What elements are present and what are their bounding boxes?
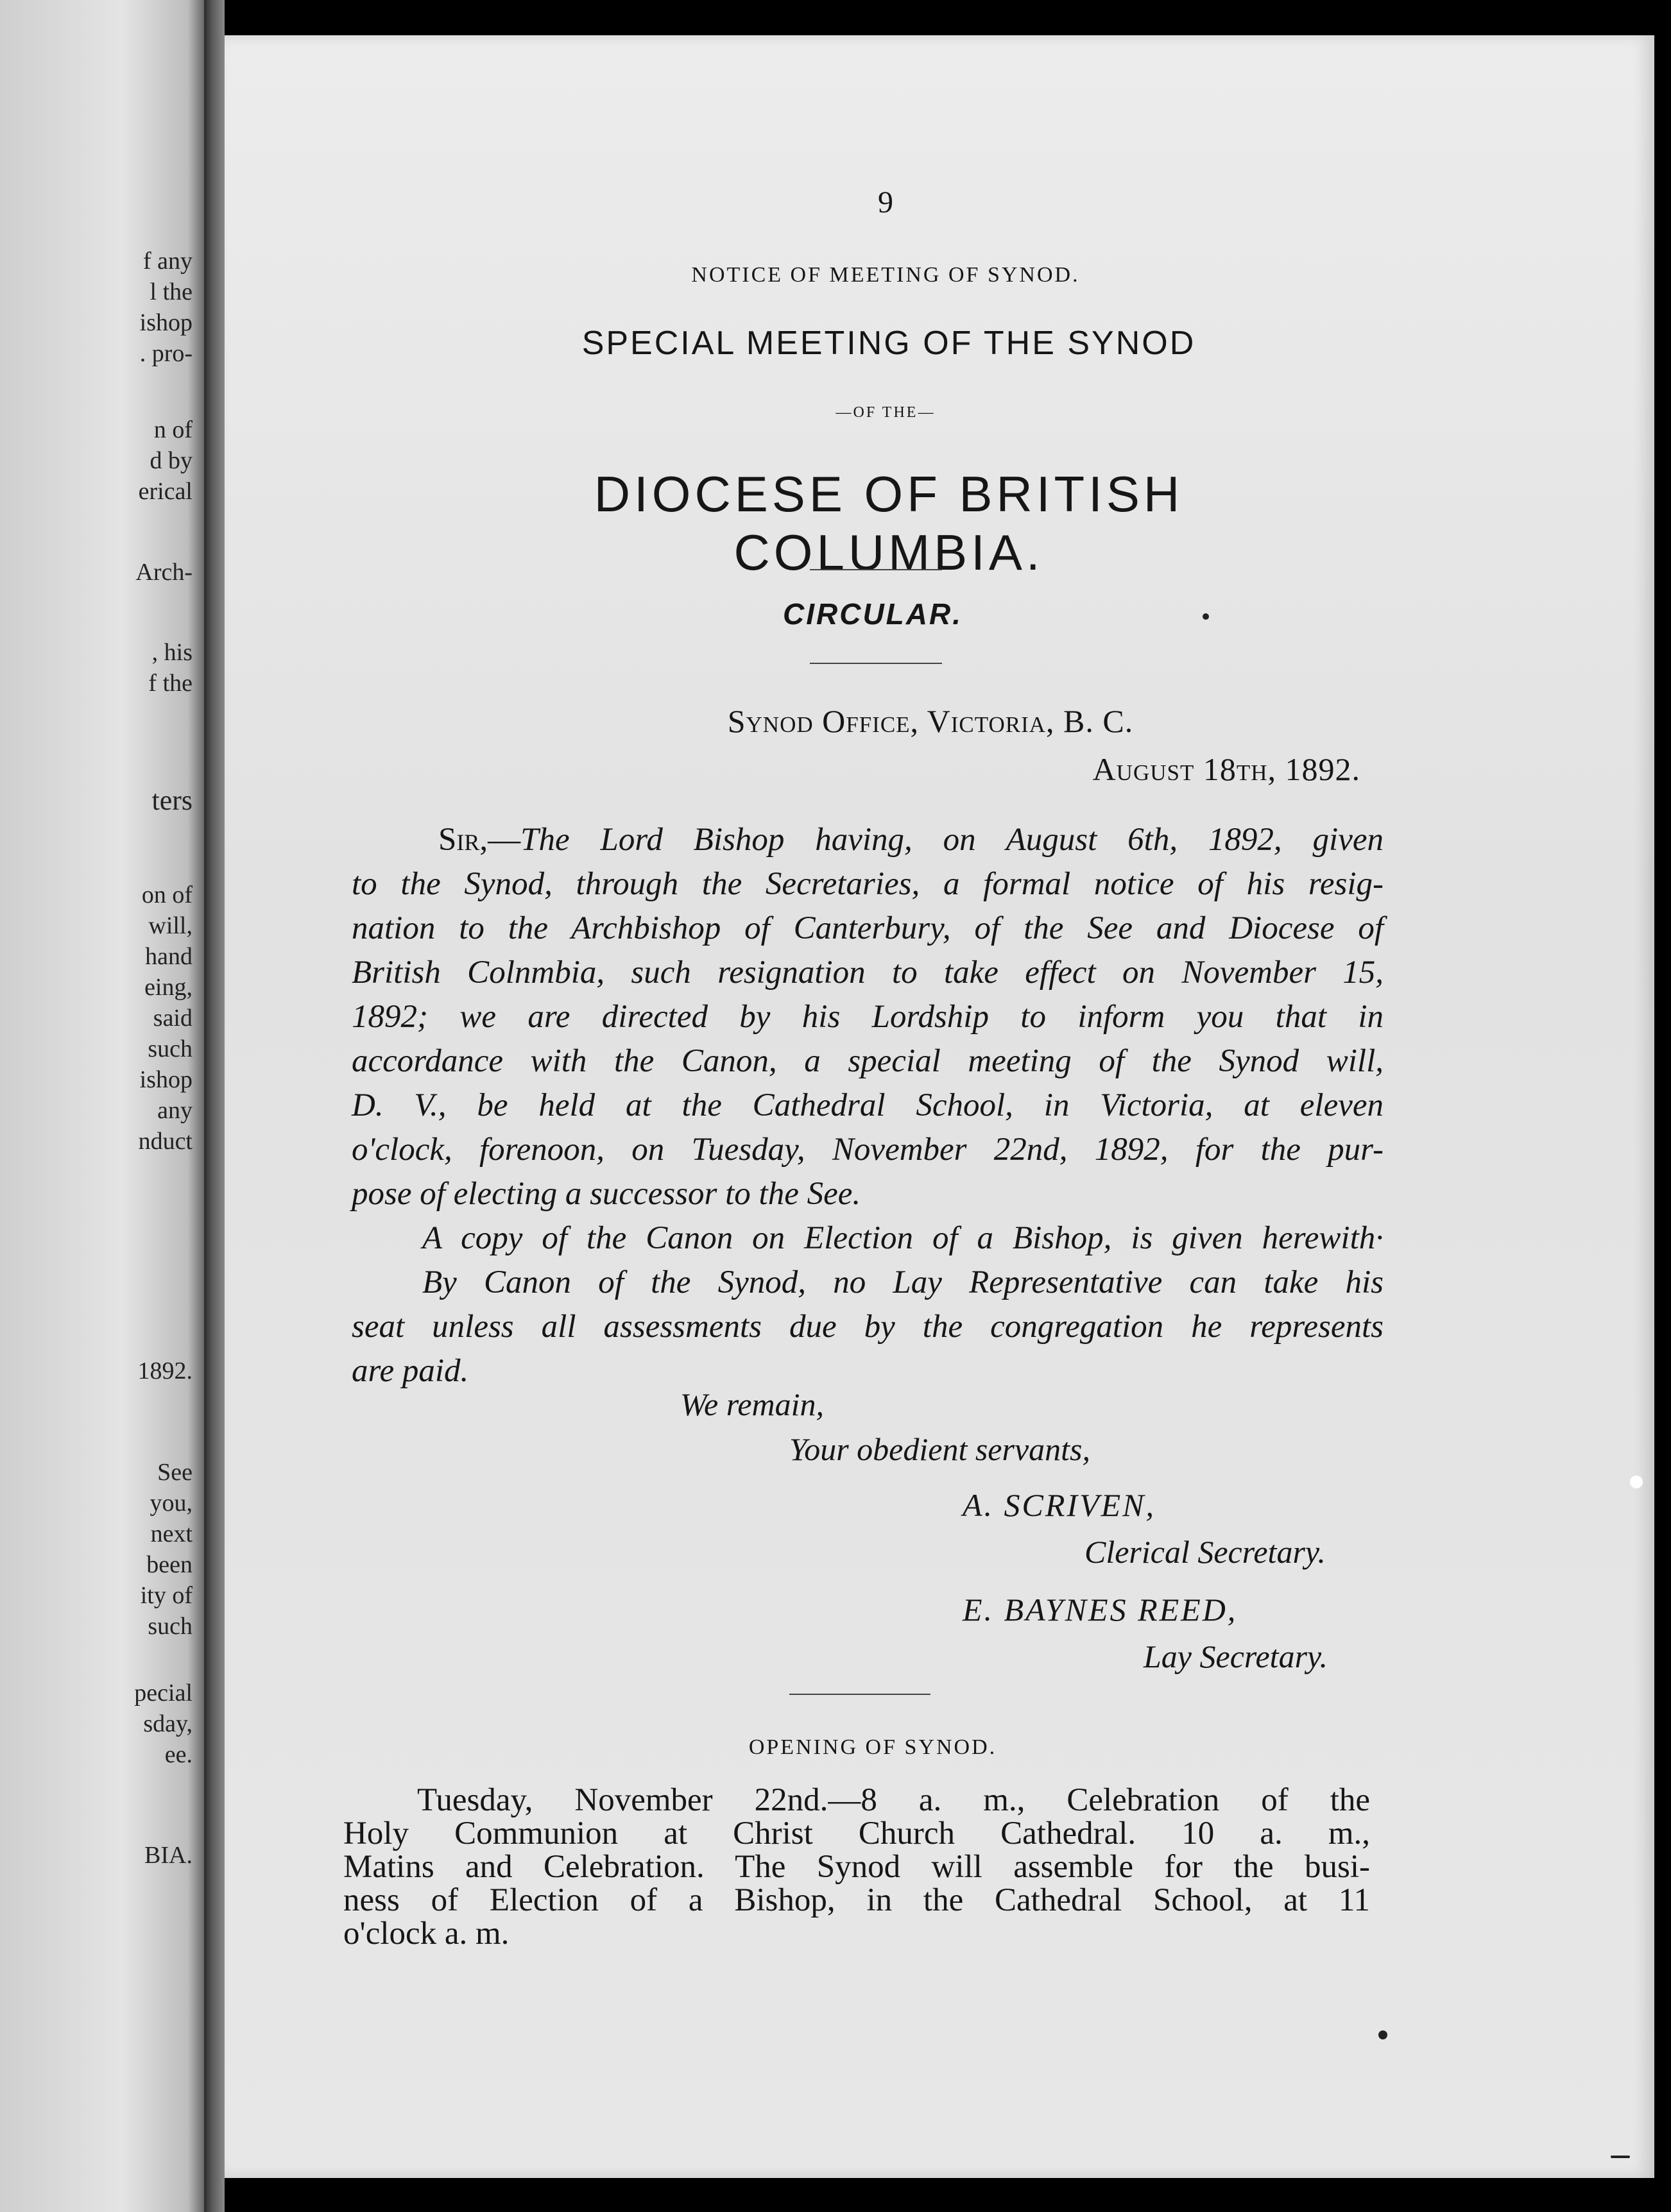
signer-clerical-name: A. SCRIVEN, [963, 1487, 1156, 1523]
left-fragment: hand [145, 943, 193, 970]
left-facing-page [0, 0, 204, 2212]
left-fragment: such [148, 1613, 193, 1640]
divider-rule [810, 663, 942, 664]
left-fragment: will, [148, 912, 193, 939]
left-fragment: any [157, 1097, 193, 1124]
left-fragment: said [153, 1005, 193, 1032]
opening-line: ness of Election of a Bishop, in the Cathedral School, at 11 [343, 1882, 1370, 1918]
letter-line: to the Synod, through the Secretaries, a formal notice of his resig- [352, 866, 1384, 902]
closing-remain: We remain, [680, 1386, 825, 1422]
diocese-title: DIOCESE OF BRITISH COLUMBIA. [594, 466, 1184, 581]
opening-line: Holy Communion at Christ Church Cathedral. 10 a. m., [343, 1816, 1370, 1851]
left-fragment: ity of [140, 1582, 193, 1609]
letter-line: nation to the Archbishop of Canterbury, of the See and Diocese of [352, 910, 1384, 946]
letter-line: 1892; we are directed by his Lordship to inform you that in [352, 999, 1384, 1035]
left-fragment: Arch- [135, 559, 193, 586]
left-fragment: been [146, 1551, 193, 1578]
left-fragment: nduct [138, 1128, 193, 1155]
letter-body [352, 818, 1384, 1393]
left-fragment: ee. [164, 1741, 193, 1768]
special-meeting-heading: SPECIAL MEETING OF THE SYNOD [581, 325, 1196, 362]
opening-line: Tuesday, November 22nd.—8 a. m., Celebration of the [417, 1782, 1370, 1818]
letter-line: are paid. [352, 1353, 469, 1389]
circular-label: CIRCULAR. [783, 597, 963, 631]
office-address: Synod Office, Victoria, B. C. [727, 703, 1134, 739]
letter-line: accordance with the Canon, a special meeting of the Synod will, [352, 1043, 1384, 1079]
letter-line: seat unless all assessments due by the congregation he represents [352, 1309, 1384, 1345]
notice-heading: NOTICE OF MEETING OF SYNOD. [691, 263, 1080, 287]
left-fragment: eing, [144, 974, 193, 1001]
letter-date: August 18th, 1892. [1092, 751, 1360, 787]
page-number: 9 [878, 185, 893, 219]
ink-dot [1203, 613, 1209, 620]
opening-line: o'clock a. m. [343, 1916, 510, 1952]
signer-clerical-title: Clerical Secretary. [1084, 1534, 1326, 1570]
left-fragment: See [157, 1459, 193, 1486]
ink-speck [1378, 2030, 1387, 2039]
left-fragment: l the [150, 278, 193, 305]
left-fragment: erical [138, 478, 193, 505]
left-fragment: ishop [139, 309, 193, 336]
left-fragment: 1892. [137, 1357, 193, 1384]
letter-line: British Colnmbia, such resignation to take effect on November 15, [352, 955, 1384, 991]
left-fragment: d by [150, 447, 193, 474]
book-gutter [204, 0, 225, 2212]
left-fragment: n of [153, 416, 193, 443]
letter-line: By Canon of the Synod, no Lay Representative can take his [422, 1264, 1384, 1300]
scan-speck [1630, 1476, 1643, 1488]
divider-rule [789, 1694, 930, 1695]
left-fragment: you, [150, 1490, 193, 1517]
left-fragment: on of [141, 881, 193, 908]
left-fragment: next [150, 1520, 193, 1547]
signer-lay-title: Lay Secretary. [1144, 1638, 1328, 1674]
left-fragment: pecial [134, 1680, 193, 1706]
left-fragment: , his [151, 639, 193, 666]
letter-line: Sir,—The Lord Bishop having, on August 6th, 1892, given [438, 822, 1384, 858]
opening-line: Matins and Celebration. The Synod will assemble for the busi- [343, 1849, 1370, 1885]
left-fragment: ishop [139, 1066, 193, 1093]
salutation: Sir,— [438, 822, 521, 858]
left-fragment: sday, [143, 1710, 193, 1737]
ink-speck [1611, 2156, 1630, 2158]
letter-line: A copy of the Canon on Election of a Bishop, is given herewith· [422, 1220, 1384, 1256]
signer-lay-name: E. BAYNES REED, [963, 1592, 1238, 1628]
left-fragment: BIA. [144, 1842, 193, 1869]
opening-heading: OPENING OF SYNOD. [748, 1735, 997, 1759]
left-fragment: ters [151, 785, 193, 816]
divider-rule [810, 569, 942, 570]
of-the-connector: —OF THE— [836, 404, 936, 421]
letter-line: o'clock, forenoon, on Tuesday, November 22nd, 1892, for the pur- [352, 1132, 1384, 1168]
letter-line: pose of electing a successor to the See. [352, 1176, 861, 1212]
letter-line: D. V., be held at the Cathedral School, in Victoria, at eleven [352, 1087, 1384, 1123]
closing-servants: Your obedient servants, [789, 1431, 1090, 1467]
page-edge-shadow [1654, 0, 1671, 2212]
opening-paragraph [343, 1783, 1370, 1950]
left-fragment: f the [148, 670, 193, 697]
left-fragment: f any [142, 248, 193, 275]
left-fragment: . pro- [139, 340, 193, 367]
left-fragment: such [148, 1035, 193, 1062]
